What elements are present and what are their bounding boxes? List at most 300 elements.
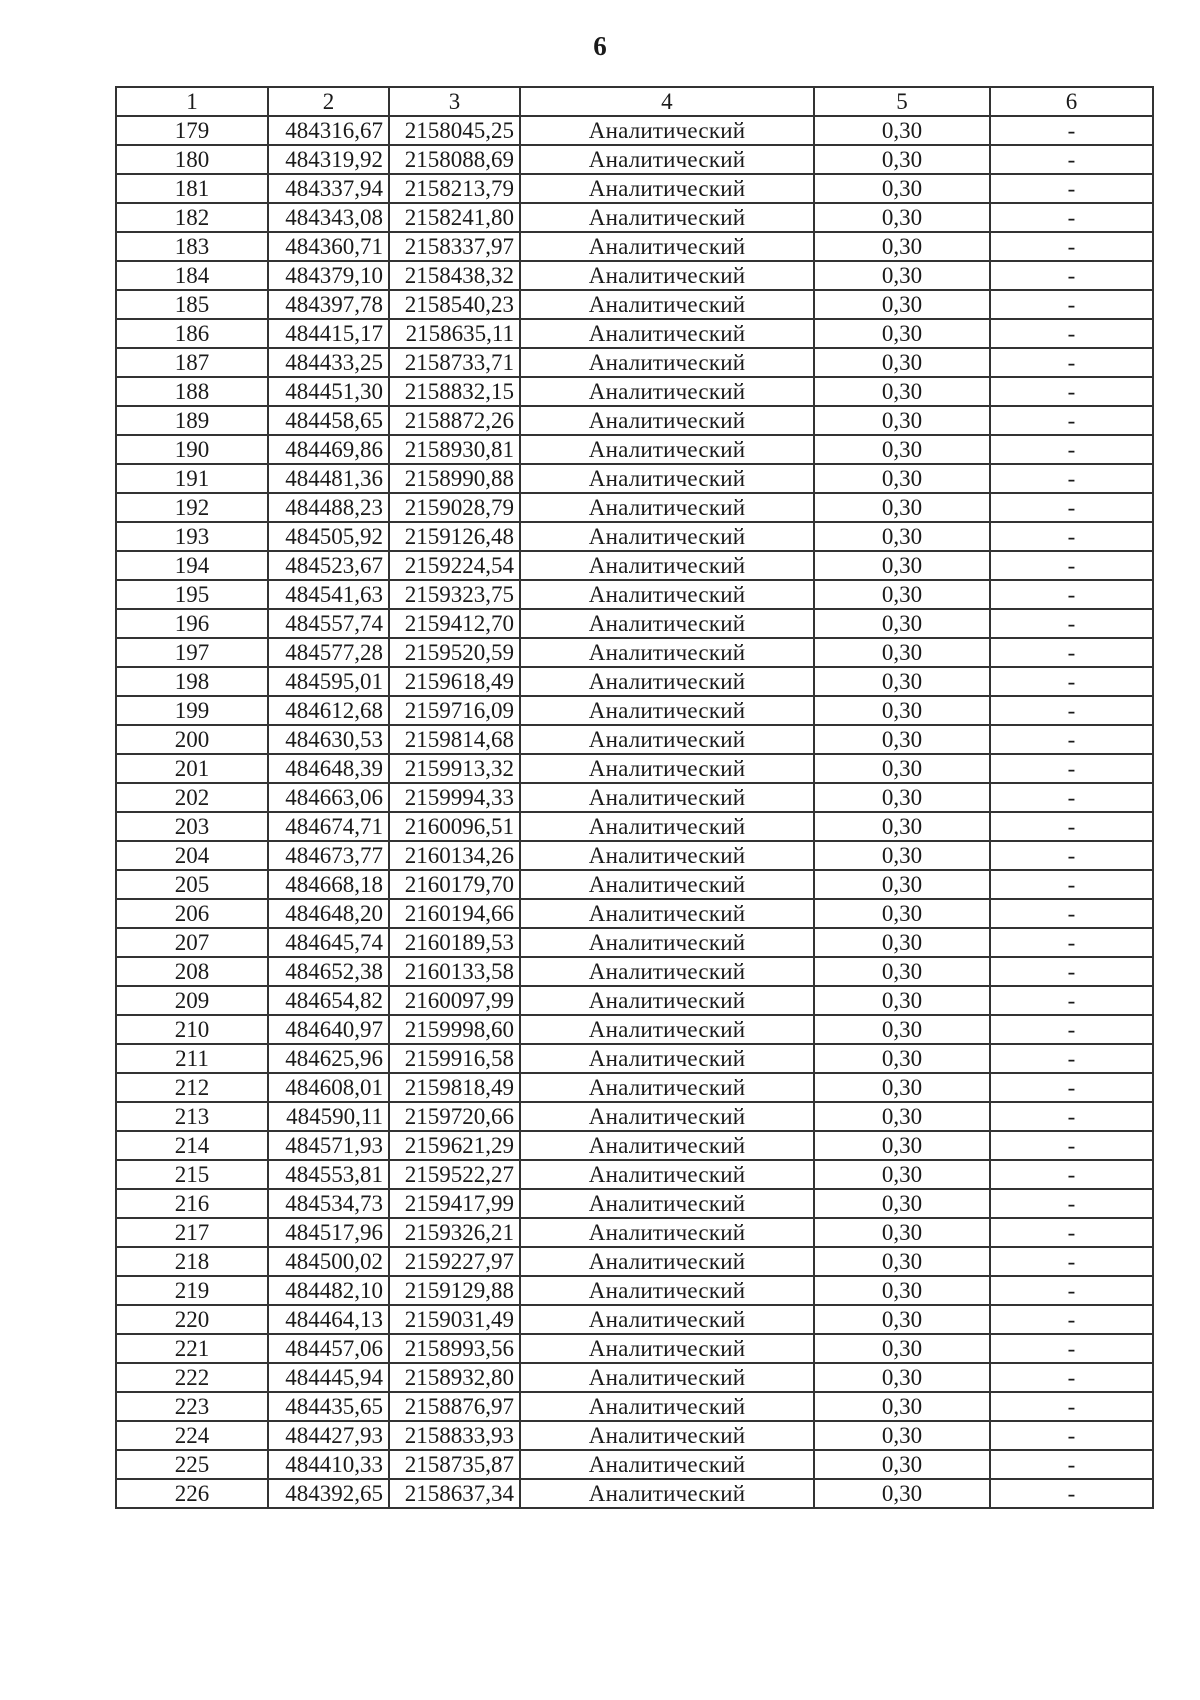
table-row: [116, 986, 1153, 1015]
note-cell: -: [990, 986, 1153, 1015]
note-cell: -: [990, 696, 1153, 725]
table-row: [116, 754, 1153, 783]
accuracy-cell: 0,30: [814, 899, 990, 928]
accuracy-cell: 0,30: [814, 725, 990, 754]
table-row: [116, 203, 1153, 232]
accuracy-cell: 0,30: [814, 551, 990, 580]
table-row: [116, 1305, 1153, 1334]
note-cell: -: [990, 783, 1153, 812]
note-cell: -: [990, 290, 1153, 319]
y-coordinate-cell: 2160096,51: [389, 812, 520, 841]
note-cell: -: [990, 812, 1153, 841]
x-coordinate-cell: 484469,86: [268, 435, 389, 464]
accuracy-cell: 0,30: [814, 638, 990, 667]
method-cell: Аналитический: [520, 1247, 814, 1276]
note-cell: -: [990, 1276, 1153, 1305]
y-coordinate-cell: 2159028,79: [389, 493, 520, 522]
header-cell-3: 3: [389, 87, 520, 116]
note-cell: -: [990, 464, 1153, 493]
y-coordinate-cell: 2158438,32: [389, 261, 520, 290]
point-number-cell: 226: [116, 1479, 268, 1508]
header-row: [116, 87, 1153, 116]
y-coordinate-cell: 2160194,66: [389, 899, 520, 928]
point-number-cell: 191: [116, 464, 268, 493]
x-coordinate-cell: 484571,93: [268, 1131, 389, 1160]
point-number-cell: 182: [116, 203, 268, 232]
x-coordinate-cell: 484458,65: [268, 406, 389, 435]
method-cell: Аналитический: [520, 406, 814, 435]
y-coordinate-cell: 2159031,49: [389, 1305, 520, 1334]
method-cell: Аналитический: [520, 580, 814, 609]
method-cell: Аналитический: [520, 261, 814, 290]
point-number-cell: 189: [116, 406, 268, 435]
y-coordinate-cell: 2158833,93: [389, 1421, 520, 1450]
accuracy-cell: 0,30: [814, 812, 990, 841]
x-coordinate-cell: 484557,74: [268, 609, 389, 638]
y-coordinate-cell: 2159720,66: [389, 1102, 520, 1131]
note-cell: -: [990, 1189, 1153, 1218]
method-cell: Аналитический: [520, 667, 814, 696]
table-row: [116, 1131, 1153, 1160]
y-coordinate-cell: 2158735,87: [389, 1450, 520, 1479]
x-coordinate-cell: 484517,96: [268, 1218, 389, 1247]
y-coordinate-cell: 2158637,34: [389, 1479, 520, 1508]
note-cell: -: [990, 899, 1153, 928]
x-coordinate-cell: 484379,10: [268, 261, 389, 290]
table-row: [116, 1044, 1153, 1073]
method-cell: Аналитический: [520, 116, 814, 145]
note-cell: -: [990, 580, 1153, 609]
x-coordinate-cell: 484415,17: [268, 319, 389, 348]
method-cell: Аналитический: [520, 928, 814, 957]
accuracy-cell: 0,30: [814, 406, 990, 435]
table-row: [116, 725, 1153, 754]
y-coordinate-cell: 2160097,99: [389, 986, 520, 1015]
point-number-cell: 208: [116, 957, 268, 986]
point-number-cell: 211: [116, 1044, 268, 1073]
note-cell: -: [990, 1218, 1153, 1247]
y-coordinate-cell: 2159618,49: [389, 667, 520, 696]
y-coordinate-cell: 2158088,69: [389, 145, 520, 174]
y-coordinate-cell: 2159412,70: [389, 609, 520, 638]
accuracy-cell: 0,30: [814, 1102, 990, 1131]
table-row: [116, 522, 1153, 551]
table-row: [116, 928, 1153, 957]
y-coordinate-cell: 2158337,97: [389, 232, 520, 261]
note-cell: -: [990, 1131, 1153, 1160]
point-number-cell: 188: [116, 377, 268, 406]
method-cell: Аналитический: [520, 1131, 814, 1160]
method-cell: Аналитический: [520, 1102, 814, 1131]
point-number-cell: 214: [116, 1131, 268, 1160]
note-cell: -: [990, 1305, 1153, 1334]
accuracy-cell: 0,30: [814, 580, 990, 609]
table-row: [116, 957, 1153, 986]
table-row: [116, 1450, 1153, 1479]
method-cell: Аналитический: [520, 609, 814, 638]
table-row: [116, 696, 1153, 725]
point-number-cell: 202: [116, 783, 268, 812]
x-coordinate-cell: 484625,96: [268, 1044, 389, 1073]
x-coordinate-cell: 484488,23: [268, 493, 389, 522]
y-coordinate-cell: 2159224,54: [389, 551, 520, 580]
method-cell: Аналитический: [520, 435, 814, 464]
x-coordinate-cell: 484433,25: [268, 348, 389, 377]
header-cell-4: 4: [520, 87, 814, 116]
table-row: [116, 638, 1153, 667]
accuracy-cell: 0,30: [814, 1247, 990, 1276]
note-cell: -: [990, 1450, 1153, 1479]
point-number-cell: 210: [116, 1015, 268, 1044]
table-row: [116, 232, 1153, 261]
accuracy-cell: 0,30: [814, 203, 990, 232]
accuracy-cell: 0,30: [814, 1450, 990, 1479]
method-cell: Аналитический: [520, 290, 814, 319]
note-cell: -: [990, 754, 1153, 783]
table-row: [116, 116, 1153, 145]
table-row: [116, 1102, 1153, 1131]
x-coordinate-cell: 484608,01: [268, 1073, 389, 1102]
y-coordinate-cell: 2158733,71: [389, 348, 520, 377]
x-coordinate-cell: 484663,06: [268, 783, 389, 812]
method-cell: Аналитический: [520, 812, 814, 841]
y-coordinate-cell: 2160189,53: [389, 928, 520, 957]
y-coordinate-cell: 2160179,70: [389, 870, 520, 899]
table-row: [116, 1073, 1153, 1102]
table-row: [116, 319, 1153, 348]
accuracy-cell: 0,30: [814, 464, 990, 493]
table-row: [116, 1421, 1153, 1450]
note-cell: -: [990, 667, 1153, 696]
method-cell: Аналитический: [520, 638, 814, 667]
method-cell: Аналитический: [520, 348, 814, 377]
note-cell: -: [990, 261, 1153, 290]
x-coordinate-cell: 484445,94: [268, 1363, 389, 1392]
x-coordinate-cell: 484673,77: [268, 841, 389, 870]
table-row: [116, 435, 1153, 464]
note-cell: -: [990, 203, 1153, 232]
y-coordinate-cell: 2160134,26: [389, 841, 520, 870]
accuracy-cell: 0,30: [814, 290, 990, 319]
accuracy-cell: 0,30: [814, 870, 990, 899]
x-coordinate-cell: 484612,68: [268, 696, 389, 725]
method-cell: Аналитический: [520, 957, 814, 986]
accuracy-cell: 0,30: [814, 493, 990, 522]
coordinates-table: [115, 86, 1154, 1509]
x-coordinate-cell: 484435,65: [268, 1392, 389, 1421]
accuracy-cell: 0,30: [814, 1276, 990, 1305]
method-cell: Аналитический: [520, 1218, 814, 1247]
point-number-cell: 224: [116, 1421, 268, 1450]
note-cell: -: [990, 1363, 1153, 1392]
point-number-cell: 195: [116, 580, 268, 609]
table-row: [116, 464, 1153, 493]
table-row: [116, 1015, 1153, 1044]
point-number-cell: 180: [116, 145, 268, 174]
x-coordinate-cell: 484337,94: [268, 174, 389, 203]
accuracy-cell: 0,30: [814, 1363, 990, 1392]
table-row: [116, 1479, 1153, 1508]
x-coordinate-cell: 484427,93: [268, 1421, 389, 1450]
accuracy-cell: 0,30: [814, 1305, 990, 1334]
note-cell: -: [990, 1334, 1153, 1363]
accuracy-cell: 0,30: [814, 609, 990, 638]
method-cell: Аналитический: [520, 1015, 814, 1044]
y-coordinate-cell: 2159818,49: [389, 1073, 520, 1102]
y-coordinate-cell: 2160133,58: [389, 957, 520, 986]
header-cell-1: 1: [116, 87, 268, 116]
table-row: [116, 609, 1153, 638]
table-row: [116, 1363, 1153, 1392]
x-coordinate-cell: 484577,28: [268, 638, 389, 667]
method-cell: Аналитический: [520, 319, 814, 348]
table-row: [116, 174, 1153, 203]
x-coordinate-cell: 484451,30: [268, 377, 389, 406]
x-coordinate-cell: 484343,08: [268, 203, 389, 232]
table-row: [116, 377, 1153, 406]
method-cell: Аналитический: [520, 174, 814, 203]
y-coordinate-cell: 2159916,58: [389, 1044, 520, 1073]
x-coordinate-cell: 484500,02: [268, 1247, 389, 1276]
y-coordinate-cell: 2159814,68: [389, 725, 520, 754]
accuracy-cell: 0,30: [814, 928, 990, 957]
y-coordinate-cell: 2159323,75: [389, 580, 520, 609]
accuracy-cell: 0,30: [814, 1334, 990, 1363]
table-row: [116, 870, 1153, 899]
point-number-cell: 222: [116, 1363, 268, 1392]
point-number-cell: 213: [116, 1102, 268, 1131]
note-cell: -: [990, 174, 1153, 203]
method-cell: Аналитический: [520, 1044, 814, 1073]
method-cell: Аналитический: [520, 754, 814, 783]
note-cell: -: [990, 493, 1153, 522]
note-cell: -: [990, 377, 1153, 406]
method-cell: Аналитический: [520, 1392, 814, 1421]
accuracy-cell: 0,30: [814, 522, 990, 551]
accuracy-cell: 0,30: [814, 667, 990, 696]
point-number-cell: 206: [116, 899, 268, 928]
accuracy-cell: 0,30: [814, 1218, 990, 1247]
point-number-cell: 193: [116, 522, 268, 551]
note-cell: -: [990, 638, 1153, 667]
note-cell: -: [990, 551, 1153, 580]
note-cell: -: [990, 1073, 1153, 1102]
table-row: [116, 1189, 1153, 1218]
point-number-cell: 207: [116, 928, 268, 957]
y-coordinate-cell: 2159326,21: [389, 1218, 520, 1247]
page-number: 6: [593, 31, 607, 61]
x-coordinate-cell: 484654,82: [268, 986, 389, 1015]
point-number-cell: 197: [116, 638, 268, 667]
x-coordinate-cell: 484360,71: [268, 232, 389, 261]
accuracy-cell: 0,30: [814, 1015, 990, 1044]
table-row: [116, 1276, 1153, 1305]
point-number-cell: 218: [116, 1247, 268, 1276]
y-coordinate-cell: 2158872,26: [389, 406, 520, 435]
x-coordinate-cell: 484481,36: [268, 464, 389, 493]
note-cell: -: [990, 435, 1153, 464]
header-cell-2: 2: [268, 87, 389, 116]
point-number-cell: 201: [116, 754, 268, 783]
point-number-cell: 220: [116, 1305, 268, 1334]
table-row: [116, 667, 1153, 696]
accuracy-cell: 0,30: [814, 696, 990, 725]
y-coordinate-cell: 2159994,33: [389, 783, 520, 812]
table-row: [116, 899, 1153, 928]
x-coordinate-cell: 484640,97: [268, 1015, 389, 1044]
point-number-cell: 192: [116, 493, 268, 522]
y-coordinate-cell: 2159621,29: [389, 1131, 520, 1160]
point-number-cell: 217: [116, 1218, 268, 1247]
method-cell: Аналитический: [520, 1334, 814, 1363]
point-number-cell: 198: [116, 667, 268, 696]
x-coordinate-cell: 484645,74: [268, 928, 389, 957]
header-cell-6: 6: [990, 87, 1153, 116]
point-number-cell: 204: [116, 841, 268, 870]
note-cell: -: [990, 232, 1153, 261]
accuracy-cell: 0,30: [814, 1479, 990, 1508]
note-cell: -: [990, 145, 1153, 174]
y-coordinate-cell: 2158045,25: [389, 116, 520, 145]
method-cell: Аналитический: [520, 232, 814, 261]
method-cell: Аналитический: [520, 696, 814, 725]
note-cell: -: [990, 1247, 1153, 1276]
table-row: [116, 783, 1153, 812]
note-cell: -: [990, 348, 1153, 377]
table-row: [116, 580, 1153, 609]
y-coordinate-cell: 2159522,27: [389, 1160, 520, 1189]
point-number-cell: 223: [116, 1392, 268, 1421]
note-cell: -: [990, 609, 1153, 638]
x-coordinate-cell: 484630,53: [268, 725, 389, 754]
point-number-cell: 179: [116, 116, 268, 145]
accuracy-cell: 0,30: [814, 1392, 990, 1421]
x-coordinate-cell: 484316,67: [268, 116, 389, 145]
accuracy-cell: 0,30: [814, 145, 990, 174]
accuracy-cell: 0,30: [814, 1160, 990, 1189]
y-coordinate-cell: 2158993,56: [389, 1334, 520, 1363]
accuracy-cell: 0,30: [814, 174, 990, 203]
accuracy-cell: 0,30: [814, 319, 990, 348]
note-cell: -: [990, 1392, 1153, 1421]
y-coordinate-cell: 2159126,48: [389, 522, 520, 551]
accuracy-cell: 0,30: [814, 435, 990, 464]
table-row: [116, 261, 1153, 290]
y-coordinate-cell: 2159520,59: [389, 638, 520, 667]
y-coordinate-cell: 2159227,97: [389, 1247, 520, 1276]
method-cell: Аналитический: [520, 551, 814, 580]
y-coordinate-cell: 2159417,99: [389, 1189, 520, 1218]
note-cell: -: [990, 841, 1153, 870]
y-coordinate-cell: 2158213,79: [389, 174, 520, 203]
table-header: [116, 87, 1153, 116]
table-body: [116, 116, 1153, 1508]
accuracy-cell: 0,30: [814, 957, 990, 986]
note-cell: -: [990, 1044, 1153, 1073]
method-cell: Аналитический: [520, 377, 814, 406]
table-row: [116, 145, 1153, 174]
note-cell: -: [990, 928, 1153, 957]
method-cell: Аналитический: [520, 986, 814, 1015]
x-coordinate-cell: 484505,92: [268, 522, 389, 551]
y-coordinate-cell: 2158930,81: [389, 435, 520, 464]
table-row: [116, 1160, 1153, 1189]
x-coordinate-cell: 484392,65: [268, 1479, 389, 1508]
y-coordinate-cell: 2159998,60: [389, 1015, 520, 1044]
note-cell: -: [990, 116, 1153, 145]
point-number-cell: 196: [116, 609, 268, 638]
point-number-cell: 221: [116, 1334, 268, 1363]
note-cell: -: [990, 1015, 1153, 1044]
y-coordinate-cell: 2158241,80: [389, 203, 520, 232]
table-row: [116, 1392, 1153, 1421]
x-coordinate-cell: 484523,67: [268, 551, 389, 580]
point-number-cell: 200: [116, 725, 268, 754]
point-number-cell: 219: [116, 1276, 268, 1305]
x-coordinate-cell: 484590,11: [268, 1102, 389, 1131]
table-row: [116, 406, 1153, 435]
method-cell: Аналитический: [520, 464, 814, 493]
method-cell: Аналитический: [520, 493, 814, 522]
y-coordinate-cell: 2158932,80: [389, 1363, 520, 1392]
x-coordinate-cell: 484410,33: [268, 1450, 389, 1479]
accuracy-cell: 0,30: [814, 1421, 990, 1450]
table-row: [116, 1247, 1153, 1276]
point-number-cell: 199: [116, 696, 268, 725]
method-cell: Аналитический: [520, 1450, 814, 1479]
method-cell: Аналитический: [520, 1073, 814, 1102]
accuracy-cell: 0,30: [814, 348, 990, 377]
note-cell: -: [990, 1102, 1153, 1131]
note-cell: -: [990, 1160, 1153, 1189]
method-cell: Аналитический: [520, 1479, 814, 1508]
method-cell: Аналитический: [520, 203, 814, 232]
x-coordinate-cell: 484319,92: [268, 145, 389, 174]
accuracy-cell: 0,30: [814, 1073, 990, 1102]
accuracy-cell: 0,30: [814, 783, 990, 812]
x-coordinate-cell: 484595,01: [268, 667, 389, 696]
method-cell: Аналитический: [520, 1305, 814, 1334]
point-number-cell: 184: [116, 261, 268, 290]
table-row: [116, 1218, 1153, 1247]
x-coordinate-cell: 484674,71: [268, 812, 389, 841]
x-coordinate-cell: 484534,73: [268, 1189, 389, 1218]
x-coordinate-cell: 484464,13: [268, 1305, 389, 1334]
table-row: [116, 348, 1153, 377]
y-coordinate-cell: 2159716,09: [389, 696, 520, 725]
note-cell: -: [990, 406, 1153, 435]
y-coordinate-cell: 2158876,97: [389, 1392, 520, 1421]
accuracy-cell: 0,30: [814, 986, 990, 1015]
accuracy-cell: 0,30: [814, 754, 990, 783]
point-number-cell: 205: [116, 870, 268, 899]
method-cell: Аналитический: [520, 725, 814, 754]
x-coordinate-cell: 484541,63: [268, 580, 389, 609]
accuracy-cell: 0,30: [814, 116, 990, 145]
accuracy-cell: 0,30: [814, 232, 990, 261]
table-row: [116, 1334, 1153, 1363]
table-row: [116, 812, 1153, 841]
point-number-cell: 181: [116, 174, 268, 203]
method-cell: Аналитический: [520, 841, 814, 870]
accuracy-cell: 0,30: [814, 261, 990, 290]
point-number-cell: 225: [116, 1450, 268, 1479]
point-number-cell: 203: [116, 812, 268, 841]
point-number-cell: 185: [116, 290, 268, 319]
table-row: [116, 551, 1153, 580]
note-cell: -: [990, 725, 1153, 754]
point-number-cell: 183: [116, 232, 268, 261]
